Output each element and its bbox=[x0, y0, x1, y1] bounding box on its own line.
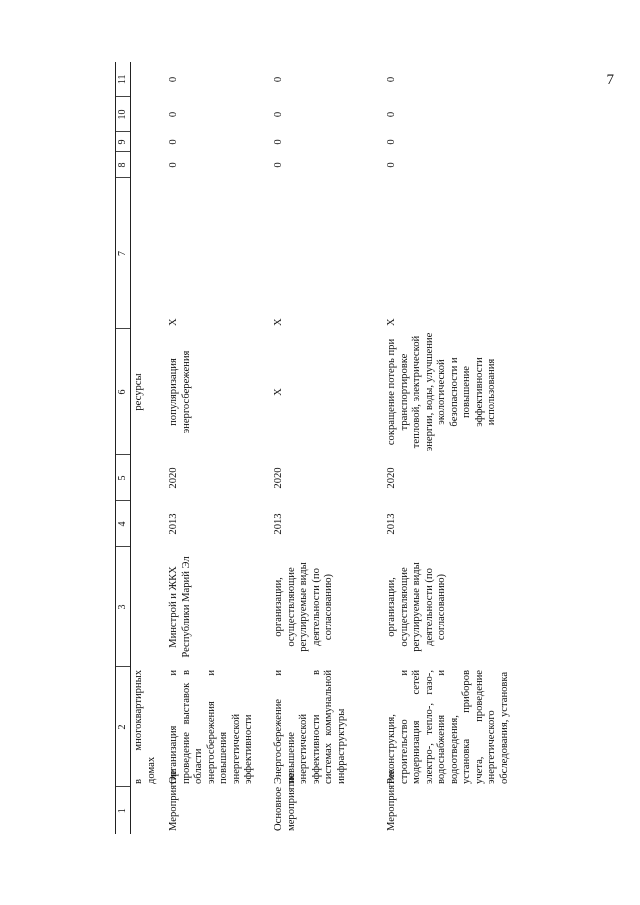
column-header: 6 bbox=[116, 329, 131, 455]
cell-start-year: 2013 bbox=[168, 513, 179, 535]
program-table bbox=[115, 62, 513, 834]
cell-col7 bbox=[131, 178, 166, 329]
cell-start-year: 2013 bbox=[386, 513, 397, 535]
cell-result: ресурсы bbox=[133, 373, 144, 411]
cell-col7: Х bbox=[273, 318, 284, 326]
table-row bbox=[270, 62, 383, 834]
column-header: 5 bbox=[116, 455, 131, 501]
cell-end-year: 2020 bbox=[273, 467, 284, 489]
column-header: 7 bbox=[116, 178, 131, 329]
cell-col10: 0 bbox=[273, 111, 284, 118]
cell-col9: 0 bbox=[273, 139, 284, 145]
cell-col11: 0 bbox=[273, 76, 284, 83]
table-row bbox=[165, 62, 270, 834]
column-header: 10 bbox=[116, 97, 131, 132]
column-header: 2 bbox=[116, 667, 131, 787]
cell-col8: 0 bbox=[386, 162, 397, 168]
cell-name: Энергосбережение и повышение энергетической эффективности в системах коммунальной инфраструктуры bbox=[273, 670, 347, 784]
cell-start-year bbox=[131, 501, 166, 547]
cell-col10 bbox=[131, 97, 166, 132]
cell-executor bbox=[131, 547, 166, 667]
page-number: 7 bbox=[606, 72, 614, 88]
cell-end-year: 2020 bbox=[168, 467, 179, 489]
column-header: 11 bbox=[116, 62, 131, 97]
table-row bbox=[131, 62, 166, 834]
column-header: 1 bbox=[116, 787, 131, 834]
cell-col11: 0 bbox=[386, 76, 397, 83]
cell-col8: 0 bbox=[273, 162, 284, 168]
cell-col11: 0 bbox=[168, 76, 179, 83]
cell-executor: Минстрой и ЖКХ Республики Марий Эл bbox=[168, 556, 192, 658]
table-header-row bbox=[116, 62, 131, 834]
column-header: 9 bbox=[116, 132, 131, 152]
column-header: 4 bbox=[116, 501, 131, 547]
cell-start-year: 2013 bbox=[273, 513, 284, 535]
column-header: 8 bbox=[116, 152, 131, 178]
cell-name: в многоквартирных домах bbox=[133, 670, 157, 784]
table-row bbox=[383, 62, 513, 834]
cell-type: Мероприятие bbox=[386, 769, 397, 831]
cell-end-year: 2020 bbox=[386, 467, 397, 489]
cell-name: Организация и проведение выставок в области энергосбережения и повышения энергетической эффективности bbox=[168, 670, 254, 784]
cell-result: сокращение потерь при транспортировке тепловой, электрической энергии, воды, улучшение экологической безопасности и повышение эффективности использования bbox=[386, 332, 497, 452]
cell-col8: 0 bbox=[168, 162, 179, 168]
cell-col8 bbox=[131, 152, 166, 178]
cell-col7: Х bbox=[386, 318, 397, 326]
rotated-table-container bbox=[115, 62, 510, 834]
cell-type: Мероприятие bbox=[168, 769, 179, 831]
cell-col7: Х bbox=[168, 318, 179, 326]
column-header: 3 bbox=[116, 547, 131, 667]
cell-name: Реконструкция, строительство и модернизация сетей электро-, тепло-, газо-, водоснабжения и водоотведения, установка приборов учета, проведение энергетического обследования, установка bbox=[386, 670, 510, 784]
cell-col9: 0 bbox=[386, 139, 397, 145]
cell-result: Х bbox=[273, 388, 284, 396]
cell-executor: организации, осуществляющие регулируемые виды деятельности (по согласованию) bbox=[386, 562, 447, 652]
cell-col9: 0 bbox=[168, 139, 179, 145]
cell-type bbox=[131, 787, 166, 834]
cell-type: Основное мероприятие bbox=[273, 772, 297, 831]
cell-result: популяризация энергосбережения bbox=[168, 350, 192, 434]
cell-col9 bbox=[131, 132, 166, 152]
cell-executor: организации, осуществляющие регулируемые виды деятельности (по согласованию) bbox=[273, 562, 334, 652]
cell-col11 bbox=[131, 62, 166, 97]
cell-col10: 0 bbox=[168, 111, 179, 118]
cell-end-year bbox=[131, 455, 166, 501]
cell-col10: 0 bbox=[386, 111, 397, 118]
